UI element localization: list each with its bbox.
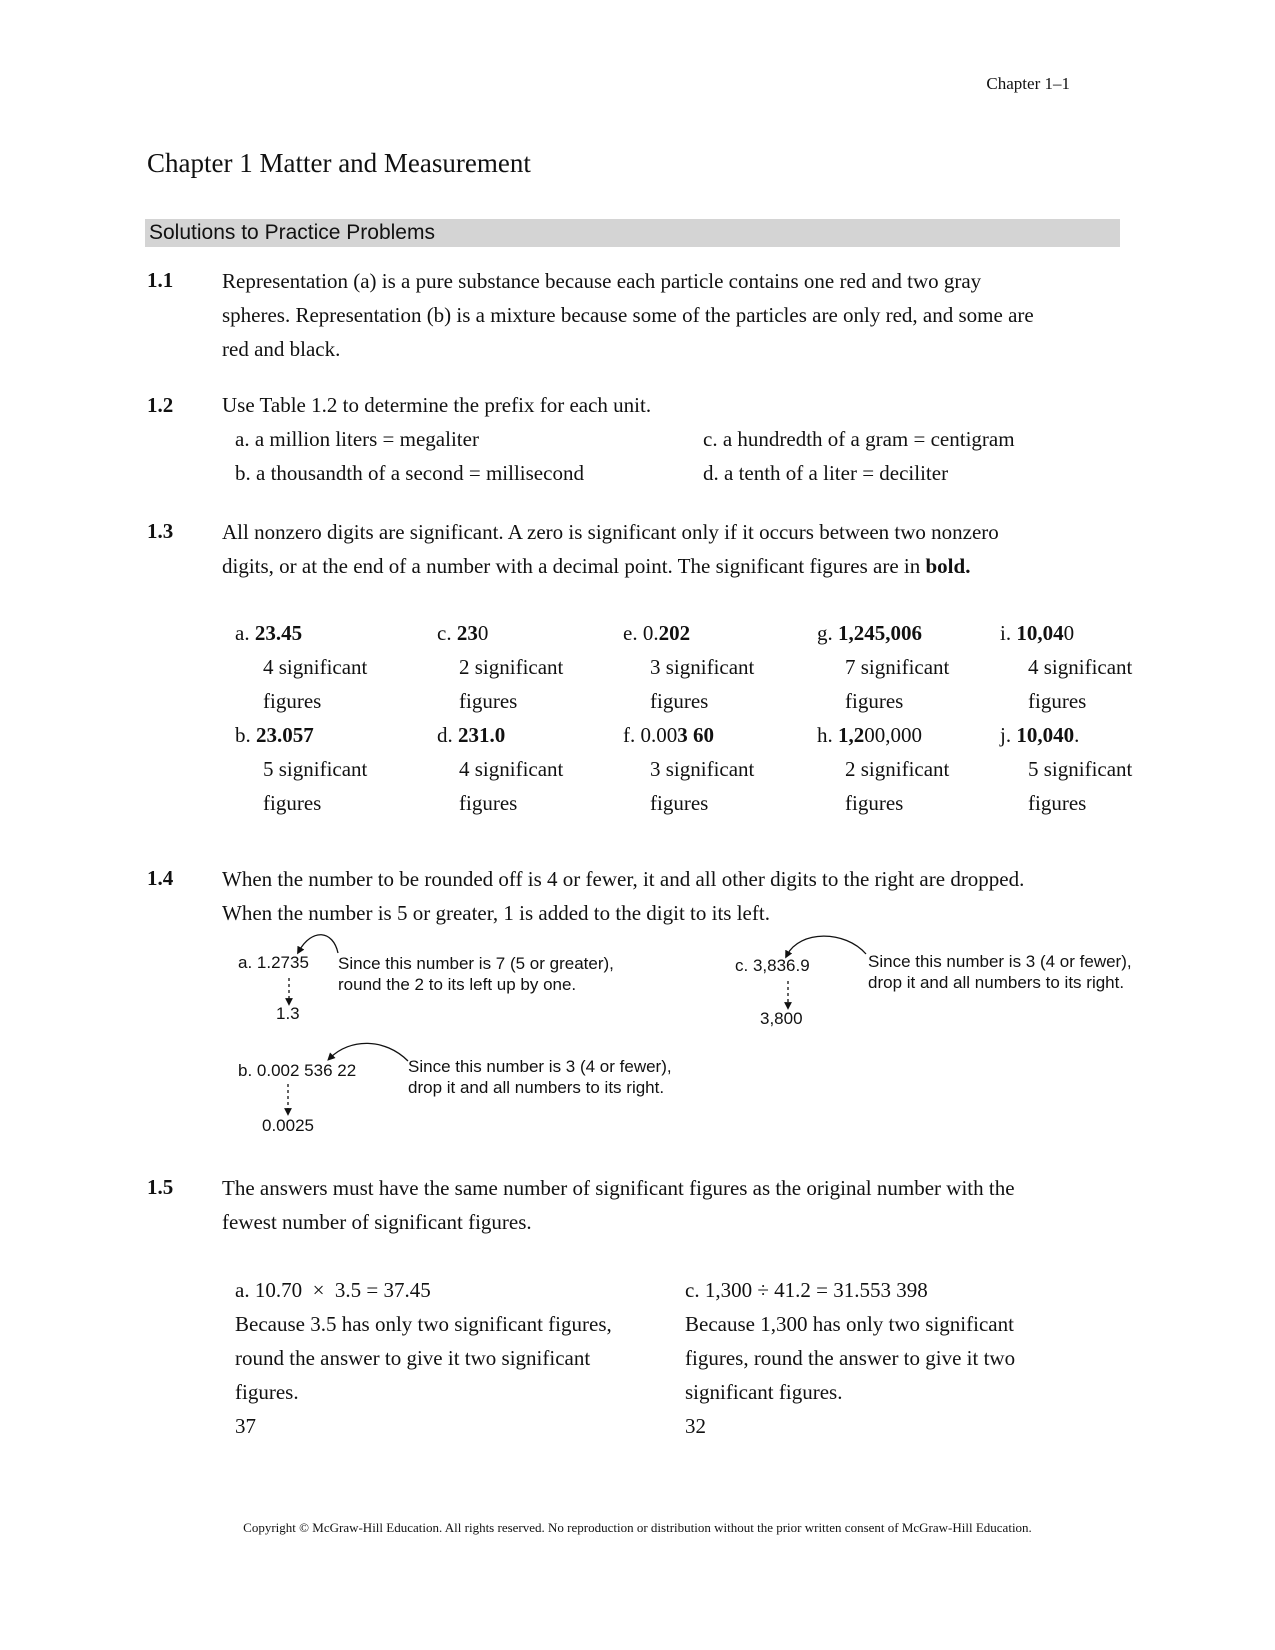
problem-1-2-intro: Use Table 1.2 to determine the prefix for each unit. <box>222 393 652 417</box>
curved-arrow-a <box>299 935 338 953</box>
rounding-c-value: c. 3,836.9 <box>735 956 810 975</box>
rounding-a-value: a. 1.2735 <box>238 953 309 972</box>
rounding-c-note: Since this number is 3 (4 or fewer), drop it and all numbers to its right. <box>868 952 1132 992</box>
sigfig-item-a: a. 23.45 4 significant figures <box>235 621 368 713</box>
equation: c. 1,300 ÷ 41.2 = 31.553 398 <box>685 1278 928 1302</box>
text-line: Representation (a) is a pure substance because each particle contains one red and two gray <box>222 269 982 293</box>
sigfig-item-f: f. 0.003 60 3 significant figures <box>623 723 755 815</box>
problem-1-5-text <box>222 1171 1122 1239</box>
curved-arrow-c <box>787 936 866 955</box>
running-head: Chapter 1–1 <box>986 74 1070 93</box>
sigfig-item-c: c. 230 2 significant figures <box>437 621 564 713</box>
equation: a. 10.70 × 3.5 = 37.45 <box>235 1278 431 1302</box>
sigfig-item-g: g. 1,245,006 7 significant figures <box>817 621 950 713</box>
prefix-item-a: a. a million liters = megaliter <box>235 427 479 451</box>
problem-number-1-4: 1.4 <box>147 866 174 890</box>
sigfig-item-i: i. 10,040 4 significant figures <box>1000 621 1133 713</box>
sigfig-item-e: e. 0.202 3 significant figures <box>623 621 755 713</box>
sigfig-item-d: d. 231.0 4 significant figures <box>437 723 564 815</box>
problem-number-1-2: 1.2 <box>147 393 174 417</box>
rounding-a-result: 1.3 <box>276 1004 300 1023</box>
text-line: All nonzero digits are significant. A zero is significant only if it occurs between two nonzero <box>222 520 999 544</box>
copyright-footer: Copyright © McGraw-Hill Education. All rights reserved. No reproduction or distribution without the prior written consent of McGraw-Hill Education. <box>243 1520 1032 1535</box>
problem-number-1-3: 1.3 <box>147 519 174 543</box>
prefix-item-d: d. a tenth of a liter = deciliter <box>703 461 949 485</box>
sigfig-item-b: b. 23.057 5 significant figures <box>235 723 368 815</box>
sigfig-item-j: j. 10,040. 5 significant figures <box>1000 723 1133 815</box>
text-line: fewest number of significant figures. <box>222 1210 532 1234</box>
prefix-item-c: c. a hundredth of a gram = centigram <box>703 427 1015 451</box>
calc-item-a: a. 10.70 × 3.5 = 37.45 Because 3.5 has only two significant figures, round the answer to give it two significant figures. 37 <box>235 1273 612 1443</box>
curved-arrow-b <box>330 1043 408 1061</box>
text-line: digits, or at the end of a number with a decimal point. The significant figures are in bold. <box>222 554 971 578</box>
rounding-c-result: 3,800 <box>760 1009 803 1028</box>
problem-number-1-1: 1.1 <box>147 268 174 292</box>
text-line: red and black. <box>222 337 341 361</box>
text-line: spheres. Representation (b) is a mixture because some of the particles are only red, and some are <box>222 303 1034 327</box>
rounding-a-note: Since this number is 7 (5 or greater), round the 2 to its left up by one. <box>338 954 614 994</box>
sigfig-item-h: h. 1,200,000 2 significant figures <box>817 723 950 815</box>
answer: 32 <box>685 1414 706 1438</box>
rounding-b-note: Since this number is 3 (4 or fewer), drop it and all numbers to its right. <box>408 1057 672 1097</box>
section-heading: Solutions to Practice Problems <box>149 221 435 244</box>
text-line: When the number to be rounded off is 4 or fewer, it and all other digits to the right are dropped. <box>222 867 1025 891</box>
rounding-b-result: 0.0025 <box>262 1116 314 1135</box>
rounding-b-value: b. 0.002 536 22 <box>238 1061 357 1080</box>
problem-number-1-5: 1.5 <box>147 1175 174 1199</box>
calc-item-c: c. 1,300 ÷ 41.2 = 31.553 398 Because 1,300 has only two significant figures, round the answer to give it two significant figures. 32 <box>685 1273 1015 1443</box>
answer: 37 <box>235 1414 256 1438</box>
chapter-title: Chapter 1 Matter and Measurement <box>147 148 531 178</box>
prefix-item-b: b. a thousandth of a second = millisecond <box>235 461 584 485</box>
text-line: The answers must have the same number of significant figures as the original number with the <box>222 1176 1015 1200</box>
text-line: When the number is 5 or greater, 1 is added to the digit to its left. <box>222 901 770 925</box>
